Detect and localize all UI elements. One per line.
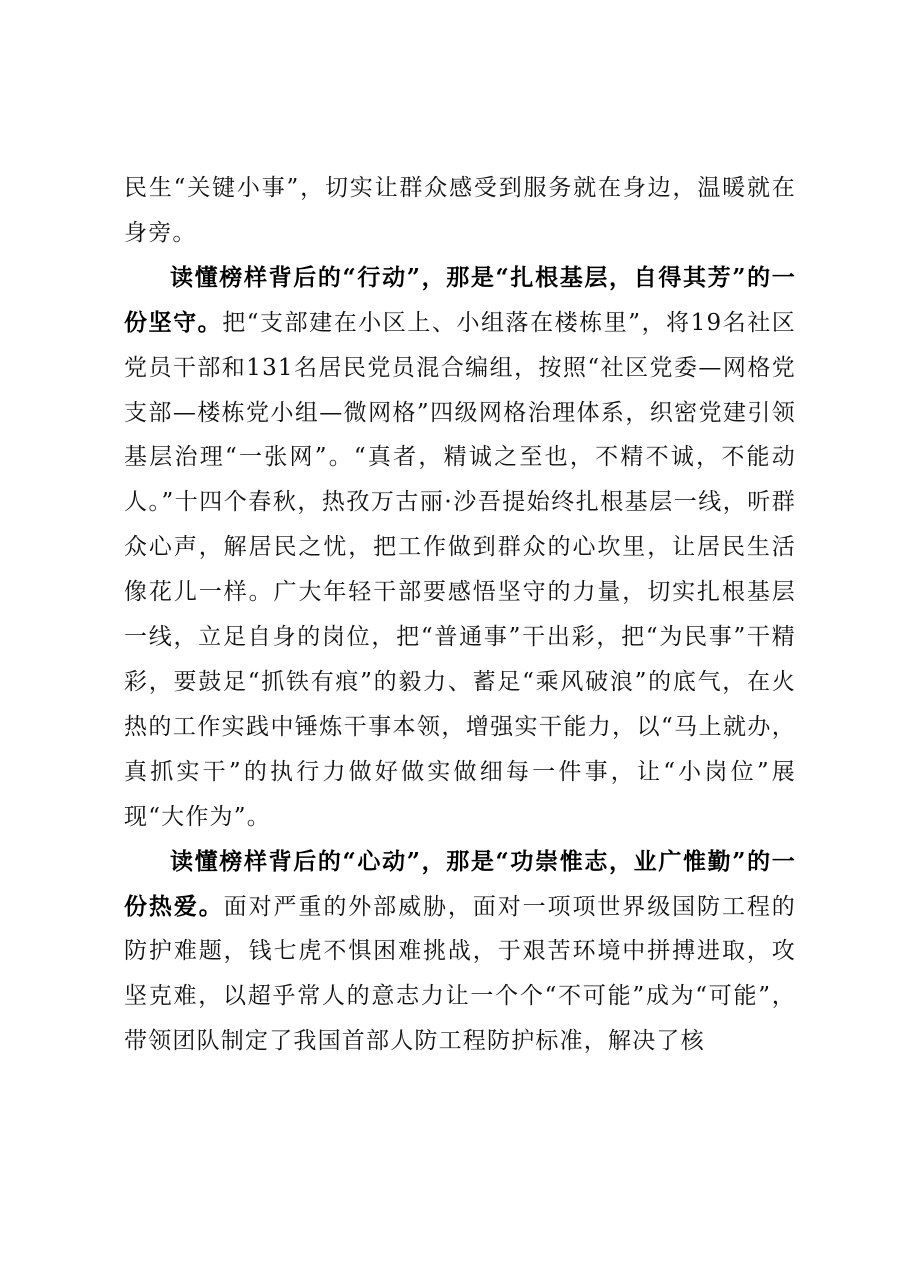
document-body bbox=[124, 166, 796, 1064]
paragraph-3-lead: 读懂榜样背后的“心动”，那是“功崇惟志，业广惟勤”的一份热爱。 bbox=[124, 847, 796, 920]
paragraph-2-lead: 读懂榜样背后的“行动”，那是“扎根基层，自得其芳”的一份坚守。 bbox=[124, 263, 796, 336]
paragraph-3 bbox=[124, 840, 796, 1065]
paragraph-1 bbox=[124, 166, 796, 256]
paragraph-2 bbox=[124, 256, 796, 840]
paragraph-3-text: 面对严重的外部威胁，面对一项项世界级国防工程的防护难题，钱七虎不惧困难挑战，于艰苦环境中拼搏进取，攻坚克难，以超乎常人的意志力让一个个“不可能”成为“可能”，带领团队制定了我国首部人防工程防护标准，解决了核 bbox=[124, 893, 796, 1055]
paragraph-2-text: 把“支部建在小区上、小组落在楼栋里”，将19名社区党员干部和131名居民党员混合编组，按照“社区党委—网格党支部—楼栋党小组—微网格”四级网格治理体系，织密党建引领基层治理“一张网”。“真者，精诚之至也，不精不诚，不能动人。”十四个春秋，热孜万古丽·沙吾提始终扎根基层一线，听群众心声，解居民之忧，把工作做到群众的心坎里，让居民生活像花儿一样。广大年轻干部要感悟坚守的力量，切实扎根基层一线，立足自身的岗位，把“普通事”干出彩，把“为民事”干精彩，要鼓足“抓铁有痕”的毅力、蓄足“乘风破浪”的底气，在火热的工作实践中锤炼干事本领，增强实干能力，以“马上就办，真抓实干”的执行力做好做实做细每一件事，让“小岗位”展现“大作为”。 bbox=[124, 309, 796, 830]
paragraph-1-text: 民生“关键小事”，切实让群众感受到服务就在身边，温暖就在身旁。 bbox=[124, 175, 796, 246]
